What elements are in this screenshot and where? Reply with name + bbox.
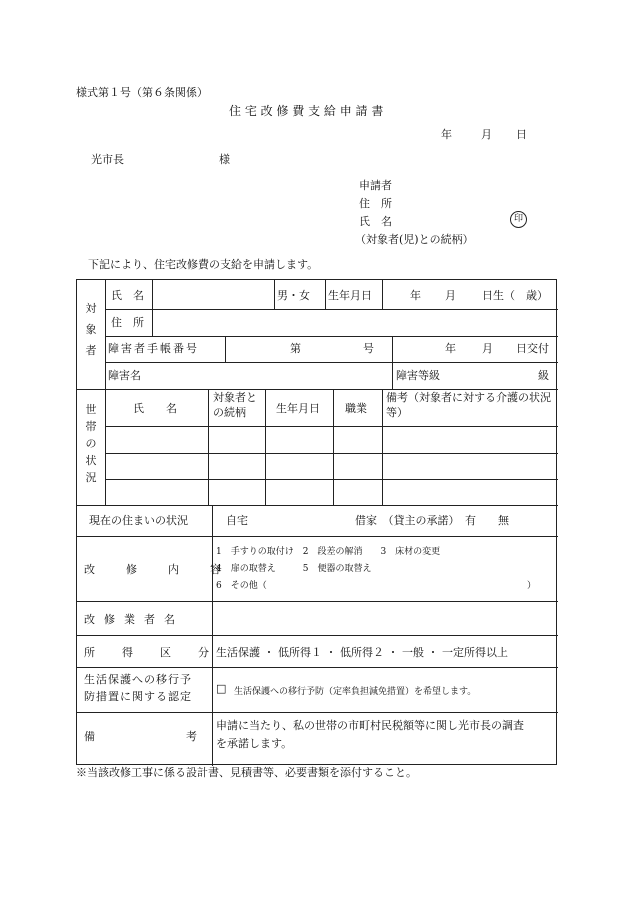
contractor-label: 改修業者名	[84, 613, 184, 626]
issue-year: 年	[445, 342, 456, 355]
applicant-label: 申請者	[359, 179, 392, 192]
housing-own[interactable]: 自宅	[226, 514, 248, 527]
subject-address-label: 住 所	[111, 316, 144, 329]
transition-checkbox[interactable]: □	[216, 682, 227, 695]
household-col-name: 氏 名	[133, 402, 177, 415]
subject-birth-label: 生年月日	[328, 289, 372, 302]
issue-day: 日交付	[516, 342, 549, 355]
birth-age: 歳）	[526, 289, 548, 302]
intro-text: 下記により、住宅改修費の支給を申請します。	[88, 258, 319, 271]
applicant-name-label: 氏 名	[359, 215, 392, 228]
page-title: 住 宅 改 修 費 支 給 申 請 書	[229, 104, 384, 118]
housing-rent[interactable]: 借家 （貸主の承諾） 有 無	[355, 514, 509, 527]
sex-option[interactable]: 男・女	[277, 289, 310, 302]
form-number: 様式第１号（第６条関係）	[76, 86, 208, 99]
birth-month: 月	[445, 289, 456, 302]
subject-name-label: 氏 名	[111, 289, 144, 302]
applicant-address-label: 住 所	[359, 197, 392, 210]
household-group-label: 世 帯 の 状 況	[85, 403, 97, 484]
addressee-honorific: 様	[219, 153, 230, 166]
renovation-item-1[interactable]: 1 手すりの取付け 2 段差の解消 3 床材の変更	[216, 547, 441, 557]
addressee-mayor: 光市長	[91, 153, 124, 166]
handbook-suffix: 号	[363, 342, 374, 355]
transition-label-1: 生活保護への移行予	[84, 673, 192, 686]
renovation-item-3[interactable]: 6 その他（	[216, 581, 267, 591]
household-col-relation: 対象者との続柄	[213, 391, 257, 419]
remarks-label: 備 考	[84, 730, 203, 743]
date-day: 日	[516, 128, 527, 141]
birth-day: 日生（	[482, 289, 515, 302]
transition-label-2: 防措置に関する認定	[84, 690, 192, 703]
household-col-remarks: 備考（対象者に対する介護の状況等）	[386, 391, 551, 419]
income-options[interactable]: 生活保護 ・ 低所得１ ・ 低所得２ ・ 一般 ・ 一定所得以上	[216, 646, 508, 659]
renovation-label: 改 修 内 容	[84, 563, 231, 576]
housing-label: 現在の住まいの状況	[89, 514, 188, 527]
renovation-close-paren: ）	[527, 581, 537, 591]
income-label: 所 得 区 分	[84, 646, 217, 659]
handbook-no: 第	[290, 342, 301, 355]
grade-suffix: 級	[538, 369, 549, 382]
household-col-birth: 生年月日	[276, 402, 320, 415]
applicant-relation-label: （対象者(児)との続柄）	[355, 233, 474, 246]
handbook-label: 障害者手帳番号	[108, 342, 199, 355]
remarks-line-2: を承諾します。	[216, 737, 293, 750]
issue-month: 月	[482, 342, 493, 355]
date-year: 年	[441, 128, 452, 141]
footnote: ※当該改修工事に係る設計書、見積書等、必要書類を添付すること。	[76, 766, 417, 779]
remarks-line-1: 申請に当たり、私の世帯の市町村民税額等に関し光市長の調査	[216, 719, 524, 732]
transition-text: 生活保護への移行予防（定率負担減免措置）を希望します。	[234, 687, 477, 697]
renovation-item-2[interactable]: 4 扉の取替え 5 便器の取替え	[216, 564, 372, 574]
disability-name-label: 障害名	[108, 369, 141, 382]
disability-grade-label: 障害等級	[396, 369, 440, 382]
subject-group-label: 対 象 者	[85, 302, 97, 357]
household-col-job: 職業	[345, 402, 367, 415]
birth-year: 年	[410, 289, 421, 302]
seal-mark: 印	[510, 211, 527, 228]
date-month: 月	[481, 128, 492, 141]
